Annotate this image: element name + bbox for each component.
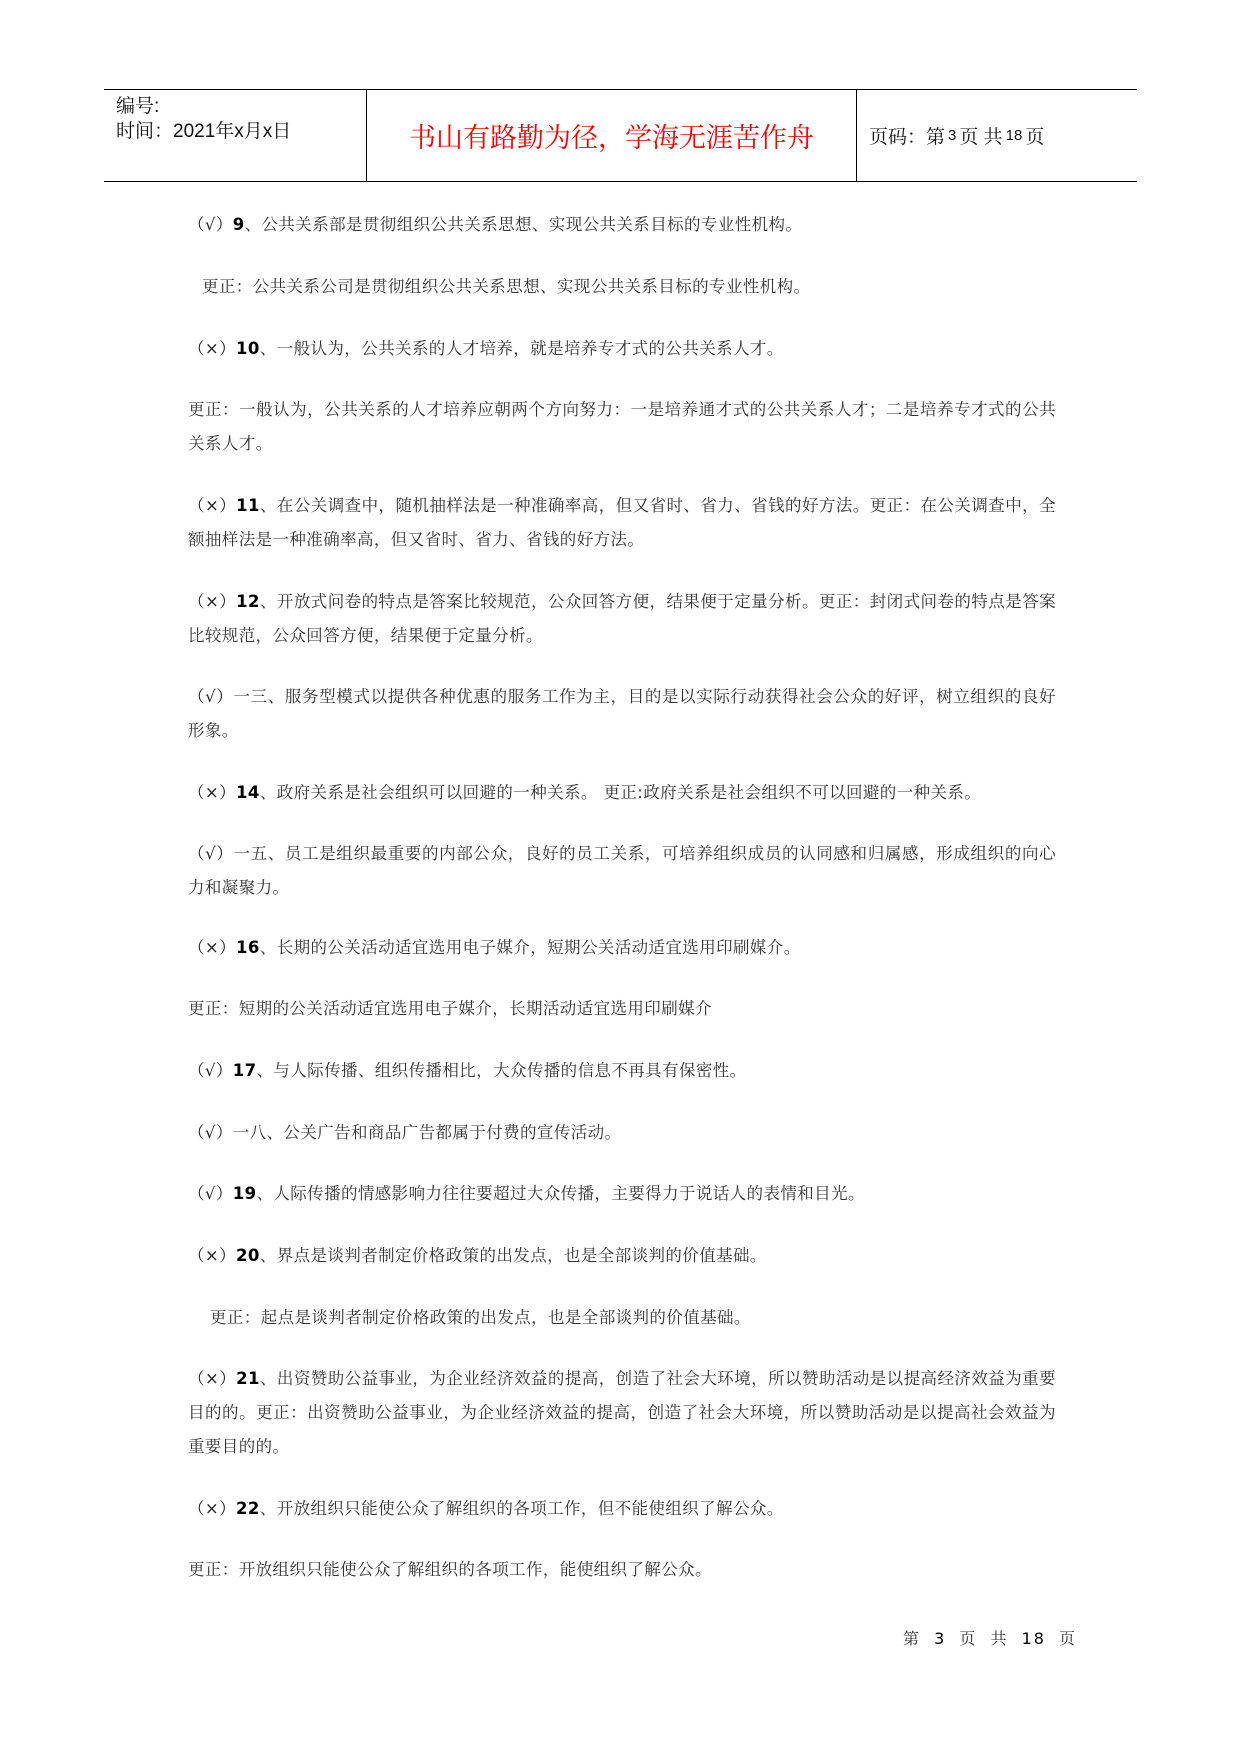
footer-current-page: 3 xyxy=(934,1629,947,1648)
page-total: 18 xyxy=(1005,127,1023,144)
question-text: 、人际传播的情感影响力往往要超过大众传播，主要得力于说话人的表情和目光。 xyxy=(256,1184,865,1203)
document-date: 时间：2021年x月x日 xyxy=(116,121,292,142)
answer-mark: （√） xyxy=(188,215,233,234)
question-item xyxy=(188,1492,1056,1526)
question-text: 、开放式问卷的特点是答案比较规范，公众回答方便，结果便于定量分析。更正：封闭式问卷的特点是答案比较规范，公众回答方便，结果便于定量分析。 xyxy=(188,592,1056,645)
page-footer xyxy=(903,1626,1077,1649)
footer-mid: 页 共 xyxy=(959,1629,1009,1648)
question-item xyxy=(188,1116,1056,1150)
question-number: 12 xyxy=(236,592,260,611)
question-number: 10 xyxy=(236,339,260,358)
correction-item xyxy=(188,393,1056,461)
question-number: 14 xyxy=(236,783,260,802)
answer-mark: （×） xyxy=(188,496,237,515)
question-item xyxy=(188,208,1056,242)
question-text: 、界点是谈判者制定价格政策的出发点，也是全部谈判的价值基础。 xyxy=(259,1246,767,1265)
question-text: 、开放组织只能使公众了解组织的各项工作，但不能使组织了解公众。 xyxy=(259,1499,784,1518)
question-item xyxy=(188,680,1056,748)
header-page-number xyxy=(857,90,1137,181)
answer-mark: （×） xyxy=(188,783,237,802)
question-item xyxy=(188,332,1056,366)
correction-text: 更正：短期的公关活动适宜选用电子媒介，长期活动适宜选用印刷媒介 xyxy=(188,999,712,1018)
question-item xyxy=(188,1177,1056,1211)
footer-prefix: 第 xyxy=(903,1629,922,1648)
answer-mark: （√） xyxy=(188,844,234,863)
question-text: 、在公关调查中，随机抽样法是一种准确率高，但又省时、省力、省钱的好方法。更正：在公关调查中，全额抽样法是一种准确率高，但又省时、省力、省钱的好方法。 xyxy=(188,496,1056,549)
header-motto: 书山有路勤为径，学海无涯苦作舟 xyxy=(367,90,857,181)
question-text: 一三、服务型模式以提供各种优惠的服务工作为主，目的是以实际行动获得社会公众的好评，树立组织的良好形象。 xyxy=(188,687,1057,740)
correction-text: 更正：一般认为，公共关系的人才培养应朝两个方向努力：一是培养通才式的公共关系人才；二是培养专才式的公共关系人才。 xyxy=(188,400,1056,453)
question-text: 一八、公关广告和商品广告都属于付费的宣传活动。 xyxy=(232,1123,622,1142)
question-text: 一五、员工是组织最重要的内部公众，良好的员工关系，可培养组织成员的认同感和归属感，形成组织的向心力和凝聚力。 xyxy=(188,844,1057,897)
question-item xyxy=(188,931,1056,965)
question-number: 19 xyxy=(232,1184,257,1203)
question-item xyxy=(188,1054,1056,1088)
correction-item xyxy=(188,992,1056,1026)
correction-item xyxy=(188,1553,1056,1587)
question-item xyxy=(188,1362,1056,1464)
question-text: 、一般认为，公共关系的人才培养，就是培养专才式的公共关系人才。 xyxy=(259,339,784,358)
page-suffix: 页 xyxy=(1025,127,1045,148)
question-text: 、长期的公关活动适宜选用电子媒介，短期公关活动适宜选用印刷媒介。 xyxy=(259,938,801,957)
answer-mark: （×） xyxy=(188,592,237,611)
question-item xyxy=(188,837,1056,905)
question-number: 20 xyxy=(236,1246,260,1265)
question-number: 22 xyxy=(236,1499,260,1518)
footer-suffix: 页 xyxy=(1059,1629,1078,1648)
question-text: 、公共关系部是贯彻组织公共关系思想、实现公共关系目标的专业性机构。 xyxy=(244,215,803,234)
question-number: 16 xyxy=(236,938,260,957)
answer-mark: （×） xyxy=(188,1369,237,1388)
correction-item xyxy=(188,1301,1056,1335)
question-text: 、政府关系是社会组织可以回避的一种关系。 更正:政府关系是社会组织不可以回避的一种关系。 xyxy=(259,783,982,802)
page-current: 3 xyxy=(948,127,957,144)
answer-mark: （√） xyxy=(188,687,234,706)
page-mid: 页 共 xyxy=(959,127,1003,148)
question-text: 、出资赞助公益事业，为企业经济效益的提高，创造了社会大环境，所以赞助活动是以提高经济效益为重要目的的。更正：出资赞助公益事业，为企业经济效益的提高，创造了社会大环境，所以赞助活动是以提高社会效益为重要目的的。 xyxy=(188,1369,1056,1456)
page-header xyxy=(104,89,1137,182)
document-number-label: 编号: xyxy=(116,96,160,117)
header-meta xyxy=(104,90,367,181)
question-number: 11 xyxy=(236,496,260,515)
question-item xyxy=(188,776,1056,810)
correction-text: 更正：开放组织只能使公众了解组织的各项工作，能使组织了解公众。 xyxy=(188,1560,712,1579)
question-item xyxy=(188,585,1056,653)
answer-mark: （√） xyxy=(188,1061,233,1080)
footer-total-pages: 18 xyxy=(1021,1629,1046,1648)
question-number: 21 xyxy=(236,1369,260,1388)
question-item xyxy=(188,489,1056,557)
page-prefix: 页码：第 xyxy=(869,127,946,148)
answer-mark: （√） xyxy=(188,1123,233,1142)
correction-text: 更正：起点是谈判者制定价格政策的出发点，也是全部谈判的价值基础。 xyxy=(210,1308,751,1327)
question-number: 17 xyxy=(232,1061,257,1080)
answer-mark: （×） xyxy=(188,339,237,358)
correction-text: 更正：公共关系公司是贯彻组织公共关系思想、实现公共关系目标的专业性机构。 xyxy=(202,277,811,296)
answer-mark: （×） xyxy=(188,1246,237,1265)
correction-item xyxy=(188,270,1056,304)
question-item xyxy=(188,1239,1056,1273)
answer-mark: （√） xyxy=(188,1184,233,1203)
question-text: 、与人际传播、组织传播相比，大众传播的信息不再具有保密性。 xyxy=(256,1061,747,1080)
answer-mark: （×） xyxy=(188,1499,237,1518)
answer-mark: （×） xyxy=(188,938,237,957)
question-number: 9 xyxy=(232,215,245,234)
